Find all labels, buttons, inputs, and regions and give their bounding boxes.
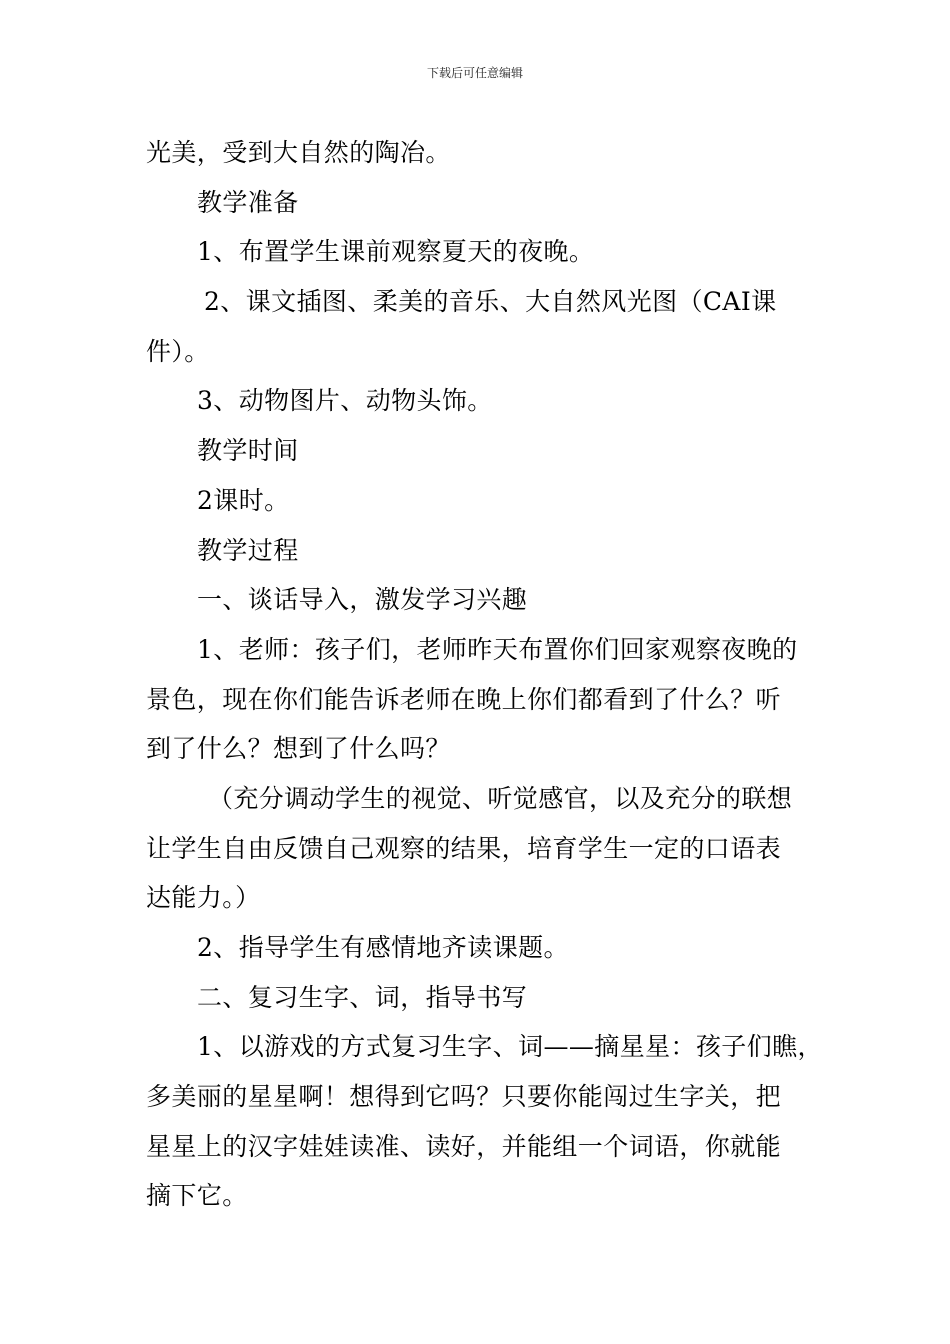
text-line: 2、课文插图、柔美的音乐、大自然风光图（CAI课 [204,287,777,317]
text-line: （充分调动学生的视觉、听觉感官，以及充分的联想 [208,783,793,813]
text-line: 星星上的汉字娃娃读准、读好，并能组一个词语，你就能 [146,1131,782,1161]
text-line: 摘下它。 [146,1181,248,1211]
document-body [146,128,823,1221]
text-line: 光美，受到大自然的陶冶。 [146,138,451,167]
section-heading: 教学准备 [197,187,299,217]
section-heading: 教学过程 [197,535,299,565]
text-line: 2课时。 [197,485,290,515]
text-line: 多美丽的星星啊！想得到它吗？只要你能闯过生字关，把 [146,1082,782,1112]
text-line: 1、老师：孩子们，老师昨天布置你们回家观察夜晚的 [197,634,798,664]
section-heading: 二、复习生字、词，指导书写 [197,982,528,1012]
text-line: 景色，现在你们能告诉老师在晚上你们都看到了什么？听 [146,684,782,714]
text-line: 2、指导学生有感情地齐读课题。 [197,933,569,962]
text-line: 1、布置学生课前观察夏天的夜晚。 [197,237,595,267]
page-header: 下载后可任意编辑 [426,66,523,80]
text-line: 到了什么？想到了什么吗？ [146,734,451,764]
section-heading: 教学时间 [197,436,299,466]
text-line: 1、以游戏的方式复习生字、词——摘星星：孩子们瞧， [197,1032,823,1062]
text-line: 让学生自由反馈自己观察的结果，培育学生一定的口语表 [146,833,782,863]
section-heading: 一、谈话导入，激发学习兴趣 [197,585,528,615]
text-line: 件）。 [146,336,210,366]
text-line: 达能力。） [146,883,261,913]
text-line: 3、动物图片、动物头饰。 [197,386,493,416]
